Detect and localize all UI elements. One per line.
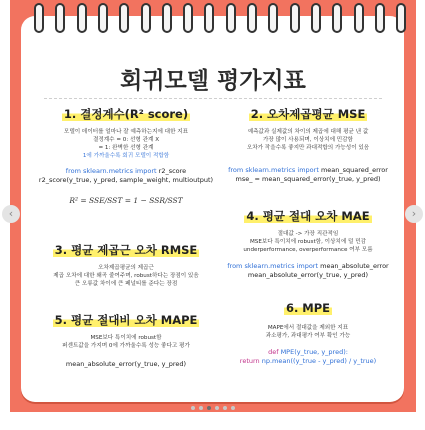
binder-ring bbox=[394, 3, 404, 33]
pagination-dot[interactable] bbox=[191, 406, 195, 410]
pagination-dot[interactable] bbox=[223, 406, 227, 410]
title-divider bbox=[44, 98, 382, 99]
binder-ring bbox=[266, 3, 276, 33]
binder-ring bbox=[160, 3, 170, 33]
section-mse bbox=[218, 106, 398, 184]
section-text: MSE보다 특이치에 robust함 bbox=[90, 335, 162, 341]
section-text: 절대값 -> 가장 직관적임 bbox=[277, 231, 339, 237]
section-text: 제곱 오차에 대한 왜곡 줄여주며, robust하다는 장점이 있음 bbox=[53, 273, 199, 279]
binder-ring bbox=[224, 3, 234, 33]
binder-ring bbox=[330, 3, 340, 33]
section-text: 예측값과 실제값의 차이의 제곱에 대해 평균 낸 값 bbox=[247, 129, 369, 135]
r2-formula: R² = SSE/SST = 1 − SSR/SST bbox=[69, 196, 183, 205]
section-mpe bbox=[218, 300, 398, 366]
section-text: 오차제곱평균의 제곱근 bbox=[98, 265, 154, 271]
binder-ring bbox=[309, 3, 319, 33]
section-heading: 1. 결정계수(R² score) bbox=[63, 107, 189, 121]
binder-ring bbox=[96, 3, 106, 33]
binder-ring bbox=[373, 3, 383, 33]
binder-ring bbox=[288, 3, 298, 33]
carousel-next-button[interactable] bbox=[405, 205, 423, 223]
section-text: = 1: 완벽한 선형 관계 bbox=[98, 145, 154, 151]
section-text: 오차가 작을수록 좋지만 과대적합의 가능성이 있음 bbox=[246, 145, 370, 151]
chevron-left-icon: ‹ bbox=[8, 207, 14, 220]
section-heading: 4. 평균 절대 오차 MAE bbox=[246, 209, 370, 223]
pagination-dot[interactable] bbox=[231, 406, 235, 410]
section-text: 결정계수 = 0: 선형 관계 X bbox=[92, 137, 160, 143]
binder-ring bbox=[181, 3, 191, 33]
section-text: underperformance, overperformance 여부 모름 bbox=[243, 247, 373, 253]
code-line: mean_absolute_error(y_true, y_pred) bbox=[65, 360, 187, 368]
pagination-dot[interactable] bbox=[199, 406, 203, 410]
code-line: def MPE(y_true, y_pred): bbox=[268, 348, 348, 356]
section-rmse bbox=[38, 242, 214, 288]
code-line: from sklearn.metrics import r2_score bbox=[65, 167, 187, 175]
section-heading: 5. 평균 절대비 오차 MAPE bbox=[54, 313, 198, 327]
pagination-dot-active[interactable] bbox=[207, 406, 211, 410]
code-line: r2_score(y_true, y_pred, sample_weight, multioutput) bbox=[38, 176, 214, 184]
binder-ring bbox=[245, 3, 255, 33]
section-mape bbox=[38, 312, 214, 369]
carousel-pagination bbox=[0, 406, 425, 410]
binder-ring bbox=[53, 3, 63, 33]
binder-ring bbox=[32, 3, 42, 33]
code-line: from sklearn.metrics import mean_absolute_error bbox=[227, 262, 389, 270]
code-line: mse_ = mean_squared_error(y_true, y_pred) bbox=[235, 175, 381, 183]
code-line: from sklearn.metrics import mean_squared_error bbox=[228, 166, 388, 174]
section-text: MSE보다 특이치에 robust함, 이상치에 덜 민감 bbox=[249, 239, 367, 245]
chevron-right-icon: › bbox=[411, 207, 417, 220]
section-mae bbox=[218, 208, 398, 280]
binder-ring bbox=[75, 3, 85, 33]
section-text: 가장 많이 사용되며, 이상치에 민감함 bbox=[263, 137, 353, 143]
section-note: 1에 가까울수록 회귀 모델이 적합함 bbox=[82, 153, 170, 159]
section-heading: 2. 오차제곱평균 MSE bbox=[250, 107, 366, 121]
section-text: 큰 오류값 차이에 큰 페널티를 준다는 장점 bbox=[74, 281, 178, 287]
page-title: 회귀모델 평가지표 bbox=[120, 68, 306, 94]
section-heading: 6. MPE bbox=[285, 301, 331, 315]
section-text: MAPE에서 절대값을 제외한 지표 bbox=[267, 325, 349, 331]
binder-ring bbox=[117, 3, 127, 33]
code-line: mean_absolute_error(y_true, y_pred) bbox=[247, 271, 369, 279]
section-text: 모델이 데이터를 얼마나 잘 예측하는지에 대한 지표 bbox=[63, 129, 189, 135]
binder-ring bbox=[139, 3, 149, 33]
pagination-dot[interactable] bbox=[215, 406, 219, 410]
binder-ring bbox=[202, 3, 212, 33]
section-heading: 3. 평균 제곱근 오차 RMSE bbox=[54, 243, 198, 257]
binder-rings bbox=[10, 0, 416, 40]
binder-ring bbox=[352, 3, 362, 33]
carousel-prev-button[interactable] bbox=[2, 205, 20, 223]
section-text: 과소평가, 과대평가 여부 확인 가능 bbox=[265, 333, 351, 339]
section-r2 bbox=[38, 106, 214, 205]
carousel-slide bbox=[10, 0, 416, 412]
section-text: 퍼센트값을 가지며 0에 가까울수록 성능 좋다고 평가 bbox=[62, 343, 190, 349]
code-line: return np.mean((y_true - y_pred) / y_true) bbox=[239, 357, 377, 365]
